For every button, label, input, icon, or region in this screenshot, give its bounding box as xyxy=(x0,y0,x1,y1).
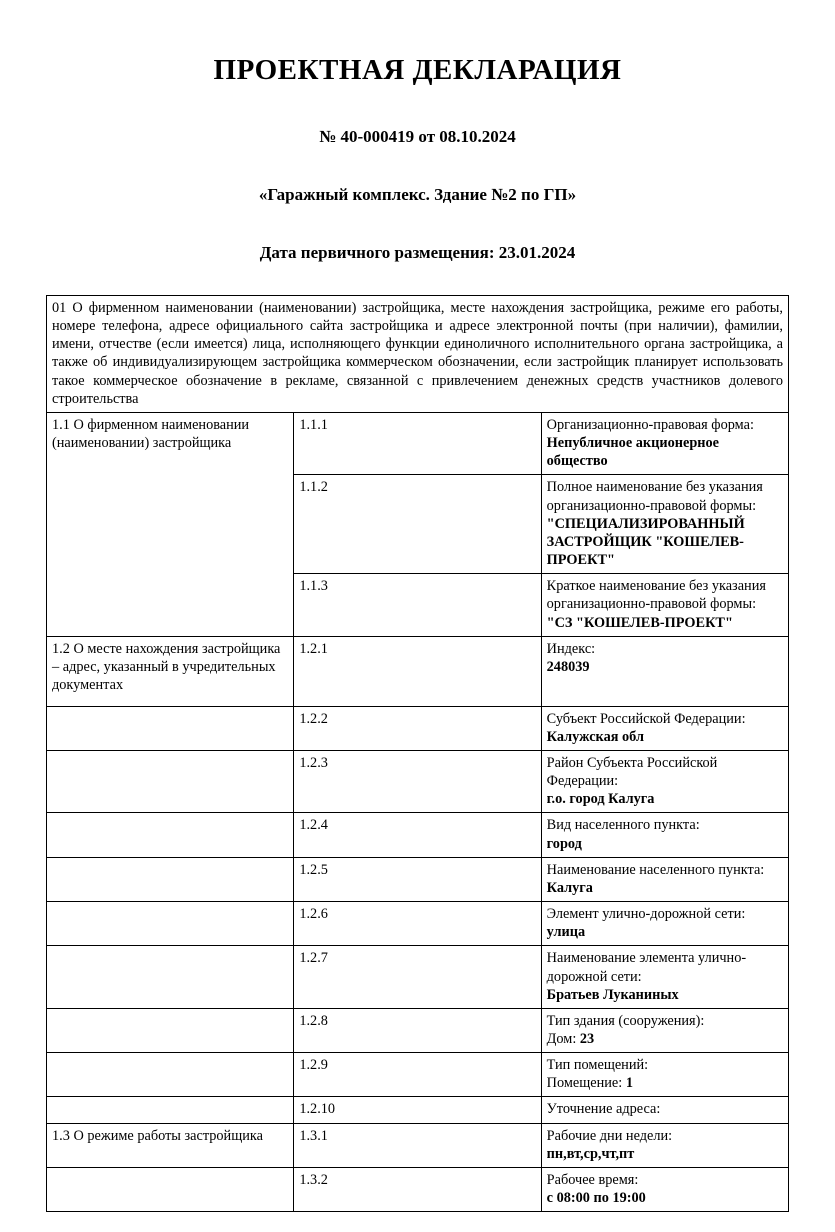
row-number: 1.3.2 xyxy=(294,1167,541,1211)
row-number: 1.2.1 xyxy=(294,636,541,706)
row-subvalue-label: Дом: xyxy=(546,1031,577,1047)
row-number: 1.2.6 xyxy=(294,902,541,946)
group-title-1-3: 1.3 О режиме работы застройщика xyxy=(47,1123,294,1167)
row-number: 1.2.2 xyxy=(294,706,541,750)
group-spacer xyxy=(47,750,294,812)
row-label: Уточнение адреса: xyxy=(546,1101,661,1118)
row-number: 1.3.1 xyxy=(294,1123,541,1167)
row-label: Тип здания (сооружения): xyxy=(546,1012,705,1029)
row-value: 248039 xyxy=(546,658,590,675)
row-value: Калуга xyxy=(546,879,593,896)
row-subvalue: 1 xyxy=(625,1075,633,1092)
row-content xyxy=(541,946,788,1008)
row-value: Братьев Луканиных xyxy=(546,986,679,1003)
table-row xyxy=(47,857,789,901)
row-number: 1.1.3 xyxy=(294,574,541,636)
table-row xyxy=(47,902,789,946)
row-content xyxy=(541,1053,788,1097)
row-value: Калужская обл xyxy=(546,728,644,745)
row-label: Наименование населенного пункта: xyxy=(546,861,765,878)
row-label: Рабочее время: xyxy=(546,1171,639,1188)
row-label: Полное наименование без указания организационно-правовой формы: xyxy=(546,479,763,514)
row-subvalue-label: Помещение: xyxy=(546,1075,623,1092)
table-row xyxy=(47,412,789,474)
row-value: пн,вт,ср,чт,пт xyxy=(546,1145,635,1162)
row-value: с 08:00 по 19:00 xyxy=(546,1190,646,1207)
group-spacer xyxy=(47,1167,294,1211)
group-title-1-1: 1.1 О фирменном наименовании (наименовании) застройщика xyxy=(47,412,294,636)
row-label: Район Субъекта Российской Федерации: xyxy=(546,754,718,790)
table-row xyxy=(47,636,789,706)
table-row xyxy=(47,1167,789,1211)
row-number: 1.1.2 xyxy=(294,475,541,574)
row-content xyxy=(541,1097,788,1123)
table-row xyxy=(47,706,789,750)
row-content xyxy=(541,813,788,857)
row-label: Рабочие дни недели: xyxy=(546,1127,673,1144)
group-spacer xyxy=(47,946,294,1008)
row-value xyxy=(547,1030,783,1048)
row-number: 1.2.3 xyxy=(294,750,541,812)
table-row xyxy=(47,946,789,1008)
row-value: г.о. город Калуга xyxy=(546,791,655,808)
group-spacer xyxy=(47,1008,294,1052)
row-content xyxy=(541,750,788,812)
row-label: Организационно-правовая форма: xyxy=(546,416,754,433)
row-label: Наименование элемента улично-дорожной сети: xyxy=(546,950,747,985)
group-spacer xyxy=(47,902,294,946)
row-content xyxy=(541,1008,788,1052)
row-label: Вид населенного пункта: xyxy=(546,817,700,834)
row-value: "СЗ "КОШЕЛЕВ-ПРОЕКТ" xyxy=(546,614,733,631)
table-row xyxy=(47,813,789,857)
row-number: 1.2.9 xyxy=(294,1053,541,1097)
row-content xyxy=(541,412,788,474)
group-title-1-2: 1.2 О месте нахождения застройщика – адрес, указанный в учредительных документах xyxy=(47,636,294,706)
group-spacer xyxy=(47,706,294,750)
document-object-name: «Гаражный комплекс. Здание №2 по ГП» xyxy=(258,185,577,204)
table-row xyxy=(47,1123,789,1167)
row-content xyxy=(541,706,788,750)
row-label: Тип помещений: xyxy=(546,1057,649,1074)
row-value: улица xyxy=(546,924,586,941)
row-content xyxy=(541,574,788,636)
row-content xyxy=(541,636,788,706)
page-title: ПРОЕКТНАЯ ДЕКЛАРАЦИЯ xyxy=(213,54,622,86)
row-content xyxy=(541,1167,788,1211)
row-number: 1.2.5 xyxy=(294,857,541,901)
row-content xyxy=(541,857,788,901)
row-value: Непубличное акционерное общество xyxy=(546,435,720,470)
row-label: Краткое наименование без указания организационно-правовой формы: xyxy=(546,578,766,613)
document-first-publication-date: Дата первичного размещения: 23.01.2024 xyxy=(259,243,576,262)
row-subvalue: 23 xyxy=(579,1031,595,1047)
group-spacer xyxy=(47,1053,294,1097)
row-number: 1.2.7 xyxy=(294,946,541,1008)
row-content xyxy=(541,475,788,574)
row-content xyxy=(541,902,788,946)
table-row xyxy=(47,750,789,812)
row-label: Субъект Российской Федерации: xyxy=(546,710,746,727)
row-number: 1.2.8 xyxy=(294,1008,541,1052)
table-row xyxy=(47,1008,789,1052)
row-label: Элемент улично-дорожной сети: xyxy=(546,906,746,923)
row-number: 1.2.4 xyxy=(294,813,541,857)
row-content xyxy=(541,1123,788,1167)
row-label: Индекс: xyxy=(546,640,596,657)
group-spacer xyxy=(47,857,294,901)
document-number: № 40-000419 от 08.10.2024 xyxy=(319,127,516,146)
section-01-header: 01 О фирменном наименовании (наименовании) застройщика, месте нахождения застройщика, режиме его работы, номере телефона, адресе официального сайта застройщика и адресе электронной почты (при наличии), фамилии, имени, отчестве (если имеется) лица, исполняющего функции единоличного исполнительного органа застройщика, а также об индивидуализирующем застройщика коммерческом обозначении, если застройщик планирует использовать такое коммерческое обозначение в рекламе, связанной с привлечением денежных средств участников долевого строительства xyxy=(47,296,789,413)
table-row xyxy=(47,1097,789,1123)
group-spacer xyxy=(47,813,294,857)
table-row xyxy=(47,1053,789,1097)
row-value: город xyxy=(546,835,582,852)
row-value xyxy=(547,1074,783,1092)
row-value: "СПЕЦИАЛИЗИРОВАННЫЙ ЗАСТРОЙЩИК "КОШЕЛЕВ-ПРОЕКТ" xyxy=(546,515,745,569)
group-spacer xyxy=(47,1097,294,1123)
row-number: 1.1.1 xyxy=(294,412,541,474)
declaration-table xyxy=(46,295,789,1212)
table-row xyxy=(47,296,789,413)
row-number: 1.2.10 xyxy=(294,1097,541,1123)
